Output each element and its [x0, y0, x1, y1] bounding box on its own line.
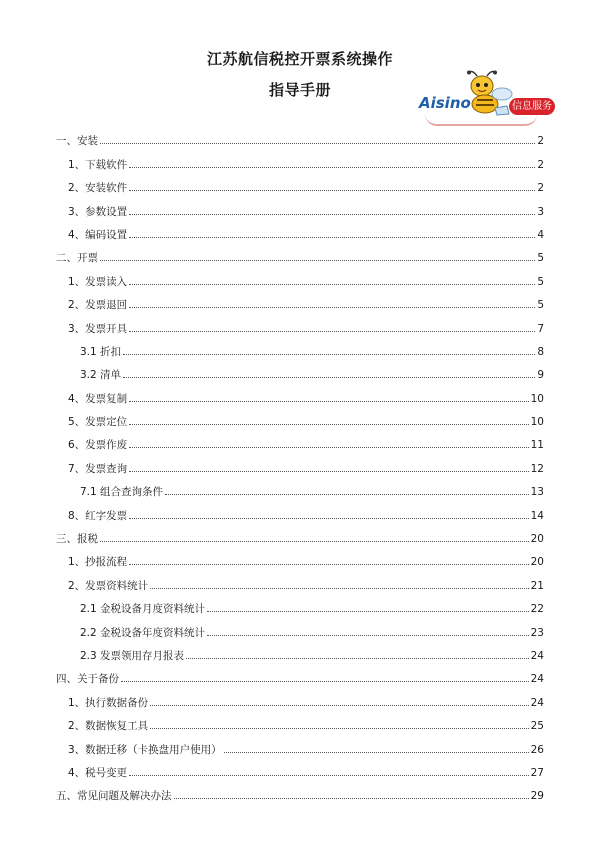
toc-entry-label: 1、发票读入: [68, 275, 128, 288]
toc-entry-label: 3.1 折扣: [80, 345, 122, 358]
toc-entry[interactable]: [56, 311, 544, 334]
toc-dot-leader: [129, 167, 535, 168]
toc-dot-leader: [207, 635, 529, 636]
toc-entry-label: 7.1 组合查询条件: [80, 486, 164, 499]
toc-entry-label: 5、发票定位: [68, 416, 128, 429]
toc-dot-leader: [123, 377, 535, 378]
toc-dot-leader: [207, 611, 529, 612]
toc-entry-page-number: 24: [530, 696, 544, 709]
toc-entry-page-number: 25: [530, 720, 544, 733]
aisino-logo: [415, 70, 555, 128]
toc-dot-leader: [123, 354, 535, 355]
toc-entry-page-number: 29: [530, 790, 544, 803]
toc-entry-page-number: 26: [530, 743, 544, 756]
toc-entry[interactable]: [56, 358, 544, 381]
toc-dot-leader: [129, 190, 535, 191]
document-title: 江苏航信税控开票系统操作: [206, 50, 393, 68]
toc-entry[interactable]: [56, 592, 544, 615]
toc-entry-label: 2、安装软件: [68, 182, 128, 195]
toc-entry[interactable]: [56, 639, 544, 662]
toc-entry[interactable]: [56, 381, 544, 404]
toc-dot-leader: [129, 401, 528, 402]
toc-dot-leader: [129, 307, 535, 308]
toc-entry[interactable]: [56, 615, 544, 638]
toc-entry-page-number: 10: [530, 416, 544, 429]
toc-entry[interactable]: [56, 545, 544, 568]
toc-entry[interactable]: [56, 335, 544, 358]
toc-entry-page-number: 10: [530, 392, 544, 405]
toc-dot-leader: [150, 705, 528, 706]
toc-entry[interactable]: [56, 685, 544, 708]
toc-entry[interactable]: [56, 475, 544, 498]
toc-entry-page-number: 5: [537, 275, 544, 288]
toc-entry-label: 8、红字发票: [68, 509, 128, 522]
toc-entry-page-number: 20: [530, 533, 544, 546]
toc-entry-page-number: 13: [530, 486, 544, 499]
toc-entry-page-number: 27: [530, 766, 544, 779]
toc-dot-leader: [129, 237, 535, 238]
toc-entry[interactable]: [56, 405, 544, 428]
toc-entry[interactable]: [56, 756, 544, 779]
toc-entry[interactable]: [56, 451, 544, 474]
toc-entry-page-number: 5: [537, 299, 544, 312]
toc-dot-leader: [150, 588, 528, 589]
toc-entry[interactable]: [56, 124, 544, 147]
toc-dot-leader: [129, 471, 528, 472]
toc-dot-leader: [150, 728, 528, 729]
toc-entry-page-number: 12: [530, 462, 544, 475]
toc-entry-page-number: 22: [530, 603, 544, 616]
toc-entry-page-number: 2: [537, 158, 544, 171]
toc-entry-page-number: 3: [537, 205, 544, 218]
toc-dot-leader: [129, 424, 528, 425]
toc-entry-label: 1、执行数据备份: [68, 696, 149, 709]
logo-brand-text: Aisino: [419, 94, 471, 112]
toc-dot-leader: [129, 284, 535, 285]
toc-entry-label: 2.1 金税设备月度资料统计: [80, 603, 206, 616]
toc-entry[interactable]: [56, 568, 544, 591]
toc-entry[interactable]: [56, 779, 544, 802]
toc-entry-page-number: 14: [530, 509, 544, 522]
table-of-contents: [56, 124, 544, 802]
toc-entry-page-number: 20: [530, 556, 544, 569]
toc-entry-page-number: 4: [537, 228, 544, 241]
toc-entry-label: 4、编码设置: [68, 228, 128, 241]
toc-entry[interactable]: [56, 264, 544, 287]
toc-entry[interactable]: [56, 498, 544, 521]
toc-entry-label: 四、关于备份: [56, 673, 119, 686]
toc-entry-page-number: 21: [530, 579, 544, 592]
toc-entry-label: 二、开票: [56, 252, 98, 265]
toc-entry-page-number: 24: [530, 673, 544, 686]
toc-dot-leader: [186, 658, 529, 659]
logo-service-badge: 信息服务: [509, 98, 555, 115]
toc-entry[interactable]: [56, 522, 544, 545]
toc-entry-label: 3、数据迁移（卡换盘用户使用）: [68, 743, 222, 756]
toc-entry-label: 一、安装: [56, 135, 98, 148]
toc-entry[interactable]: [56, 709, 544, 732]
toc-entry[interactable]: [56, 288, 544, 311]
toc-entry-label: 1、抄报流程: [68, 556, 128, 569]
toc-entry-label: 7、发票查询: [68, 462, 128, 475]
toc-entry-label: 2、数据恢复工具: [68, 720, 149, 733]
toc-entry-page-number: 11: [530, 439, 544, 452]
toc-entry-label: 4、税号变更: [68, 766, 128, 779]
toc-entry-label: 2.3 发票领用存月报表: [80, 649, 185, 662]
toc-entry-label: 五、常见问题及解决办法: [56, 790, 172, 803]
toc-entry[interactable]: [56, 241, 544, 264]
toc-entry[interactable]: [56, 194, 544, 217]
document-subtitle: 指导手册: [268, 81, 331, 99]
toc-dot-leader: [165, 494, 529, 495]
toc-entry-page-number: 5: [537, 252, 544, 265]
toc-dot-leader: [121, 681, 529, 682]
toc-dot-leader: [129, 214, 535, 215]
toc-entry-page-number: 2: [537, 182, 544, 195]
toc-dot-leader: [129, 564, 528, 565]
toc-entry-label: 3、发票开具: [68, 322, 128, 335]
toc-dot-leader: [129, 447, 528, 448]
toc-entry-page-number: 24: [530, 649, 544, 662]
toc-entry-page-number: 23: [530, 626, 544, 639]
toc-dot-leader: [100, 143, 535, 144]
toc-dot-leader: [224, 752, 529, 753]
toc-entry-page-number: 7: [537, 322, 544, 335]
toc-dot-leader: [129, 775, 528, 776]
toc-entry[interactable]: [56, 662, 544, 685]
toc-entry[interactable]: [56, 732, 544, 755]
toc-entry-label: 2、发票资料统计: [68, 579, 149, 592]
toc-dot-leader: [100, 260, 535, 261]
toc-entry-label: 2、发票退回: [68, 299, 128, 312]
toc-dot-leader: [174, 798, 529, 799]
toc-entry-label: 3、参数设置: [68, 205, 128, 218]
toc-entry[interactable]: [56, 171, 544, 194]
toc-entry-label: 4、发票复制: [68, 392, 128, 405]
toc-entry-label: 3.2 清单: [80, 369, 122, 382]
toc-entry[interactable]: [56, 218, 544, 241]
toc-entry-page-number: 8: [537, 345, 544, 358]
toc-entry-label: 2.2 金税设备年度资料统计: [80, 626, 206, 639]
toc-dot-leader: [129, 518, 528, 519]
toc-entry[interactable]: [56, 428, 544, 451]
toc-entry-label: 1、下载软件: [68, 158, 128, 171]
toc-entry-label: 三、报税: [56, 533, 98, 546]
toc-entry[interactable]: [56, 147, 544, 170]
toc-dot-leader: [100, 541, 529, 542]
toc-entry-page-number: 2: [537, 135, 544, 148]
toc-entry-page-number: 9: [537, 369, 544, 382]
toc-dot-leader: [129, 331, 535, 332]
toc-entry-label: 6、发票作废: [68, 439, 128, 452]
